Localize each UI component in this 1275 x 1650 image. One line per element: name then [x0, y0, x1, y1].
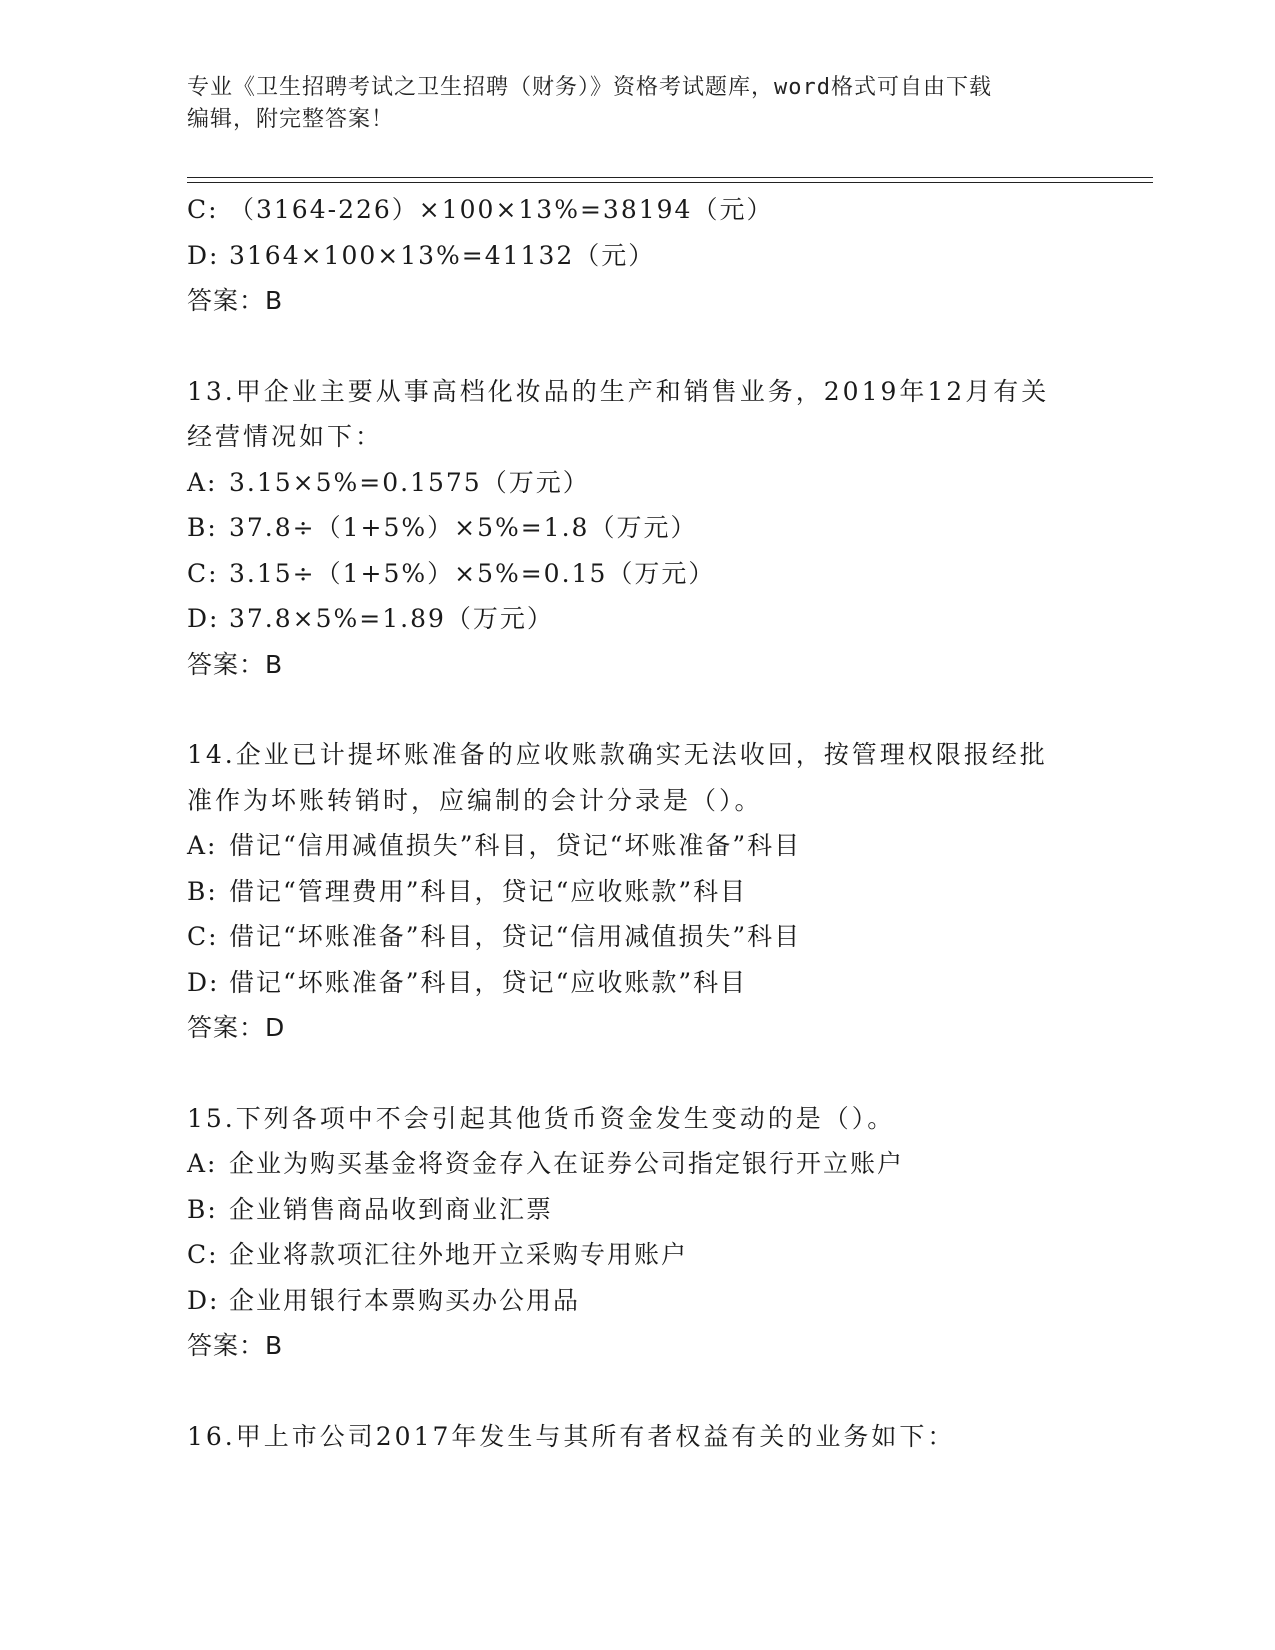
option-text: 借记“管理费用”科目，贷记“应收账款”科目 — [229, 876, 748, 906]
question-15 — [187, 1096, 1153, 1369]
option-b — [187, 505, 1153, 551]
option-c — [187, 1232, 1153, 1278]
option-c — [187, 914, 1153, 960]
option-b — [187, 869, 1153, 915]
option-text: 企业销售商品收到商业汇票 — [229, 1194, 554, 1224]
answer: 答案：B — [187, 649, 284, 679]
option-label: D: — [187, 240, 220, 270]
option-d — [187, 960, 1153, 1006]
answer: 答案：D — [187, 1013, 286, 1042]
question-stem: 13.甲企业主要从事高档化妆品的生产和销售业务，2019年12月有关 — [187, 376, 1050, 406]
header-rule-top — [187, 177, 1153, 178]
option-label: A: — [187, 467, 218, 497]
option-label: C: — [187, 195, 219, 224]
option-text: 企业用银行本票购买办公用品 — [229, 1285, 581, 1315]
option-d — [187, 1278, 1153, 1324]
option-c — [187, 551, 1153, 597]
question-14 — [187, 732, 1153, 1051]
option-d — [187, 233, 1153, 279]
option-label: D: — [187, 1285, 220, 1315]
option-label: A: — [187, 831, 218, 860]
header-rule-bottom — [187, 182, 1153, 183]
option-text: 37.8÷（1+5%）×5%=1.8（万元） — [229, 513, 698, 542]
option-text: 借记“坏账准备”科目，贷记“信用减值损失”科目 — [229, 922, 802, 951]
option-text: 借记“信用减值损失”科目，贷记“坏账准备”科目 — [229, 831, 802, 860]
question-stem: 15.下列各项中不会引起其他货币资金发生变动的是（）。 — [187, 1103, 896, 1133]
option-a — [187, 1141, 1153, 1187]
question-13 — [187, 369, 1153, 688]
question-stem-cont: 准作为坏账转销时，应编制的会计分录是（）。 — [187, 785, 763, 815]
option-text: 借记“坏账准备”科目，贷记“应收账款”科目 — [229, 967, 748, 997]
option-label: A: — [187, 1149, 218, 1178]
option-label: D: — [187, 604, 220, 633]
answer: 答案：B — [187, 286, 284, 315]
option-text: 3.15×5%=0.1575（万元） — [229, 467, 590, 497]
document-header — [187, 72, 1067, 136]
option-label: B: — [187, 513, 218, 542]
option-label: B: — [187, 876, 218, 906]
answer: 答案：B — [187, 1331, 284, 1360]
option-text: 3.15÷（1+5%）×5%=0.15（万元） — [229, 558, 716, 588]
option-text: 企业为购买基金将资金存入在证券公司指定银行开立账户 — [229, 1149, 905, 1178]
option-text: 企业将款项汇往外地开立采购专用账户 — [229, 1240, 689, 1269]
question-16 — [187, 1414, 1153, 1460]
option-label: C: — [187, 1240, 219, 1269]
header-line-2: 编辑，附完整答案！ — [187, 107, 395, 132]
option-label: C: — [187, 558, 219, 588]
option-a — [187, 460, 1153, 506]
question-12 — [187, 187, 1153, 324]
question-stem: 14.企业已计提坏账准备的应收账款确实无法收回，按管理权限报经批 — [187, 740, 1048, 769]
header-line-1: 专业《卫生招聘考试之卫生招聘（财务）》资格考试题库，word格式可自由下载 — [187, 75, 992, 100]
question-stem: 16.甲上市公司2017年发生与其所有者权益有关的业务如下： — [187, 1421, 956, 1451]
option-label: C: — [187, 922, 219, 951]
option-label: D: — [187, 967, 220, 997]
option-text: 3164×100×13%=41132（元） — [229, 240, 656, 270]
option-text: （3164-226）×100×13%=38194（元） — [229, 195, 774, 224]
question-content — [187, 187, 1153, 1459]
option-label: B: — [187, 1194, 218, 1224]
option-text: 37.8×5%=1.89（万元） — [229, 604, 554, 633]
option-b — [187, 1187, 1153, 1233]
option-c — [187, 187, 1153, 233]
question-stem-cont: 经营情况如下： — [187, 422, 384, 451]
option-a — [187, 823, 1153, 869]
option-d — [187, 596, 1153, 642]
